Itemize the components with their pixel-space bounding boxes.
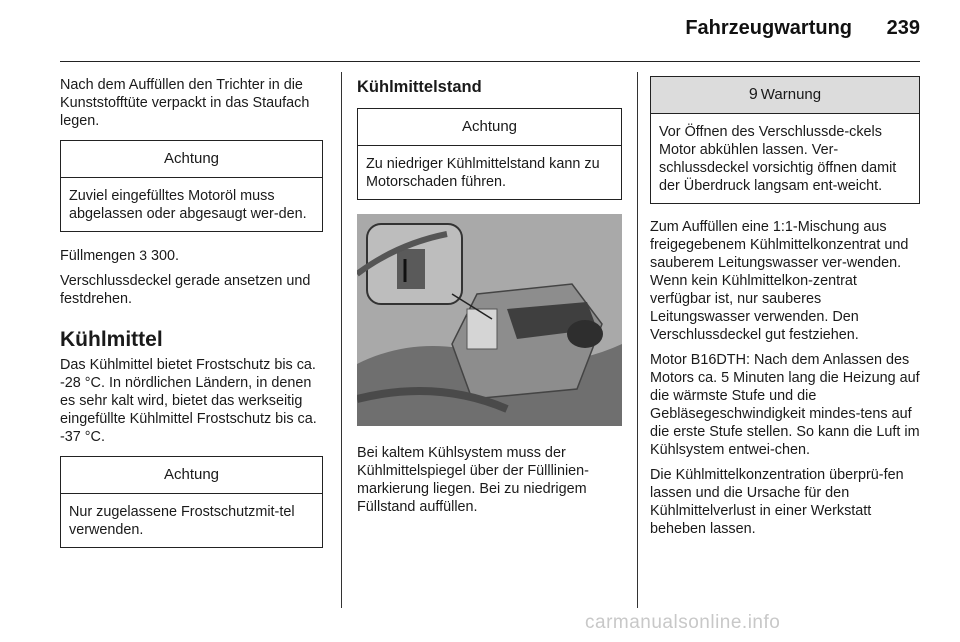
header-divider <box>60 61 920 62</box>
subsection-title-coolant-level: Kühlmittelstand <box>357 78 482 96</box>
coolant-mix-paragraph: Zum Auffüllen eine 1:1-Mischung aus freigegebenem Kühlmittelkonzentrat und sauberem Leitungswasser ver-wenden. Wenn kein Kühlmittelkon-zentrat verfügbar ist, nur sauberes Leitungswasser verwenden. Den Verschlussdeckel gut festziehen. <box>650 219 909 343</box>
caution-text: Zuviel eingefülltes Motoröl muss abgelassen oder abgesaugt wer-den. <box>69 188 307 222</box>
fill-page-link[interactable]: 300. <box>151 248 180 264</box>
caution-box-antifreeze <box>60 456 323 548</box>
engine-b16dth-paragraph: Motor B16DTH: Nach dem Anlassen des Motors ca. 5 Minuten lang die Heizung auf die wärmste Stufe und die Gebläsegeschwindigkeit mindes-tens auf die erste Stufe stellen. So kann die Luft im Kühlsystem entwei-chen. <box>650 352 920 458</box>
caution-title: Achtung <box>61 457 322 494</box>
cap-paragraph: Verschlussdeckel gerade ansetzen und festdrehen. <box>60 273 311 307</box>
warning-header <box>651 77 919 114</box>
page-reference-icon: 3 <box>139 247 147 263</box>
fill-label: Füllmengen <box>60 248 136 264</box>
watermark: carmanualsonline.info <box>585 612 781 633</box>
caution-text: Nur zugelassene Frostschutzmit-tel verwenden. <box>69 504 295 538</box>
warning-text: Vor Öffnen des Verschlussde-ckels Motor abkühlen lassen. Ver-schlussdeckel vorsichtig öffnen damit der Überdruck langsam ent-weicht. <box>659 124 897 194</box>
section-title-coolant: Kühlmittel <box>60 328 163 351</box>
caution-box-oil <box>60 140 323 232</box>
page-number: 239 <box>886 17 920 39</box>
coolant-paragraph: Das Kühlmittel bietet Frostschutz bis ca. -28 °C. In nördlichen Ländern, in denen es sehr kalt wird, bietet das werkseitig eingefüllte Kühlmittel Frostschutz bis ca. -37 °C. <box>60 357 317 445</box>
column-2 <box>357 76 622 523</box>
column-3 <box>650 76 920 545</box>
caution-box-coolant-level <box>357 108 622 200</box>
warning-box <box>650 76 920 204</box>
coolant-check-paragraph: Die Kühlmittelkonzentration überprü-fen lassen und die Ursache für den Kühlmittelverlust in einer Werkstatt beheben lassen. <box>650 467 904 537</box>
caution-text: Zu niedriger Kühlmittelstand kann zu Motorschaden führen. <box>366 156 600 190</box>
caution-title: Achtung <box>358 109 621 146</box>
intro-paragraph: Nach dem Auffüllen den Trichter in die Kunststofftüte verpackt in das Staufach legen. <box>60 77 310 129</box>
photo-caption-paragraph: Bei kaltem Kühlsystem muss der Kühlmittelspiegel über der Fülllinien-markierung liegen. Bei zu niedrigem Füllstand auffüllen. <box>357 445 589 515</box>
engine-bay-photo <box>357 214 622 426</box>
fill-quantity-ref <box>60 246 323 265</box>
caution-title: Achtung <box>61 141 322 178</box>
column-divider-2 <box>637 72 638 608</box>
warning-title: Warnung <box>760 86 822 103</box>
column-1 <box>60 76 323 562</box>
engine-illustration <box>357 214 622 426</box>
warning-icon: 9 <box>748 86 758 103</box>
page-header-title: Fahrzeugwartung <box>685 17 852 39</box>
column-divider-1 <box>341 72 342 608</box>
